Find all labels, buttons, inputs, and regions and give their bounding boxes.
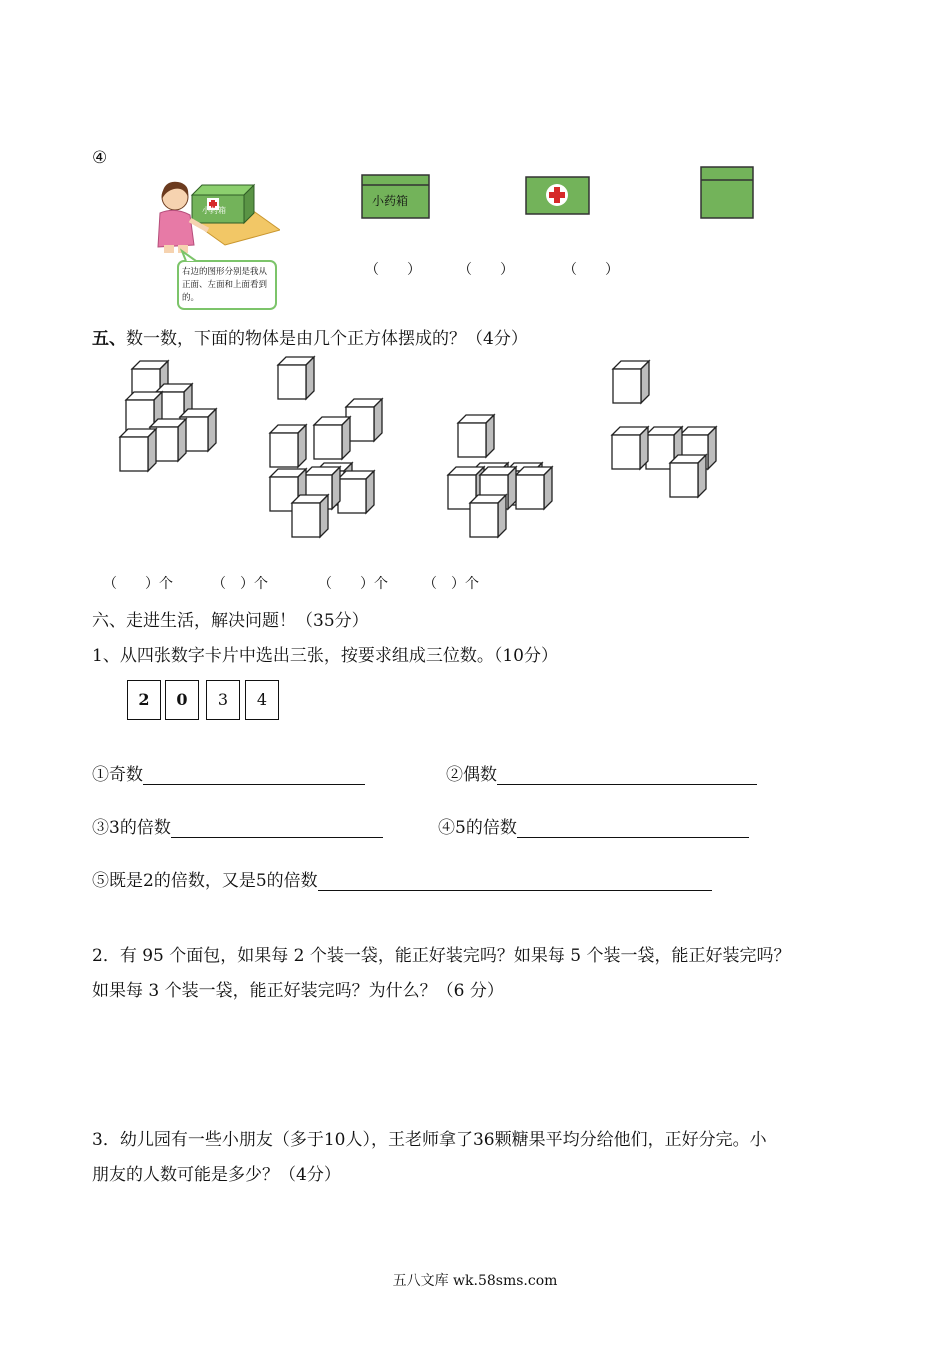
answer-blank-1[interactable]: （ ） xyxy=(365,262,421,278)
q1-item-multiple-5 xyxy=(438,813,749,838)
q1-item-multiple-3 xyxy=(92,813,383,838)
cube-figure-2 xyxy=(270,357,382,537)
section-5-heading xyxy=(92,324,528,349)
left-view-figure xyxy=(525,176,591,216)
cube-figure-4 xyxy=(612,361,716,497)
cube-answer-2[interactable]: （ ）个 xyxy=(212,576,268,592)
section-5-number: 五、 xyxy=(92,329,126,349)
digit-card-1: 2 xyxy=(127,680,161,720)
q2-line-1: 2．有 95 个面包，如果每 2 个装一袋，能正好装完吗？如果每 5 个装一袋，能正好装完吗？ xyxy=(92,946,791,966)
section-5-title: 数一数，下面的物体是由几个正方体摆成的？（4分） xyxy=(126,329,528,349)
q1-item-odd xyxy=(92,760,365,785)
answer-line-multiple-5[interactable] xyxy=(517,819,749,838)
answer-blank-3[interactable]: （ ） xyxy=(563,262,619,278)
answer-line-even[interactable] xyxy=(497,766,757,785)
question-marker: ④ xyxy=(92,148,108,168)
answer-line-multiple-2-and-5[interactable] xyxy=(318,872,712,891)
digit-card-3: 3 xyxy=(206,680,240,720)
top-view-figure xyxy=(700,166,756,220)
cube-answer-4[interactable]: （ ）个 xyxy=(423,576,479,592)
cube-figure-1 xyxy=(120,361,216,471)
section-6-title: 六、走进生活，解决问题！（35分） xyxy=(92,611,369,631)
digit-card-2: 0 xyxy=(165,680,199,720)
q3-line-1: 3．幼儿园有一些小朋友（多于10人），王老师拿了36颗糖果平均分给他们，正好分完。小 xyxy=(92,1130,767,1150)
front-view-label: 小药箱 xyxy=(372,194,409,208)
q1-item-multiple-5-label: ④5的倍数 xyxy=(438,818,517,838)
q1-item-multiple-2-and-5 xyxy=(92,866,712,891)
q3-line-2: 朋友的人数可能是多少？（4分） xyxy=(92,1165,341,1185)
q1-item-multiple-3-label: ③3的倍数 xyxy=(92,818,171,838)
answer-line-multiple-3[interactable] xyxy=(171,819,383,838)
q1-item-even xyxy=(446,760,757,785)
answer-line-odd[interactable] xyxy=(143,766,365,785)
cube-figures xyxy=(110,355,770,550)
speech-bubble-text: 右边的图形分别是我从正面、左面和上面看到的。 xyxy=(182,267,268,303)
digit-card-4: 4 xyxy=(245,680,279,720)
cube-answer-3[interactable]: （ ）个 xyxy=(318,576,388,592)
q1-item-multiple-2-and-5-label: ⑤既是2的倍数，又是5的倍数 xyxy=(92,871,318,891)
q1-item-even-label: ②偶数 xyxy=(446,765,497,785)
q1-title: 1、从四张数字卡片中选出三张，按要求组成三位数。（10分） xyxy=(92,646,558,666)
footer-source: 五八文库 wk.58sms.com xyxy=(392,1273,558,1289)
q2-line-2: 如果每 3 个装一袋，能正好装完吗？为什么？（6 分） xyxy=(92,981,504,1001)
cube-answer-1[interactable]: （ ）个 xyxy=(103,576,173,592)
cube-figure-3 xyxy=(448,415,552,537)
answer-blank-2[interactable]: （ ） xyxy=(458,262,514,278)
box-label: 小药箱 xyxy=(202,206,226,215)
q1-item-odd-label: ①奇数 xyxy=(92,765,143,785)
